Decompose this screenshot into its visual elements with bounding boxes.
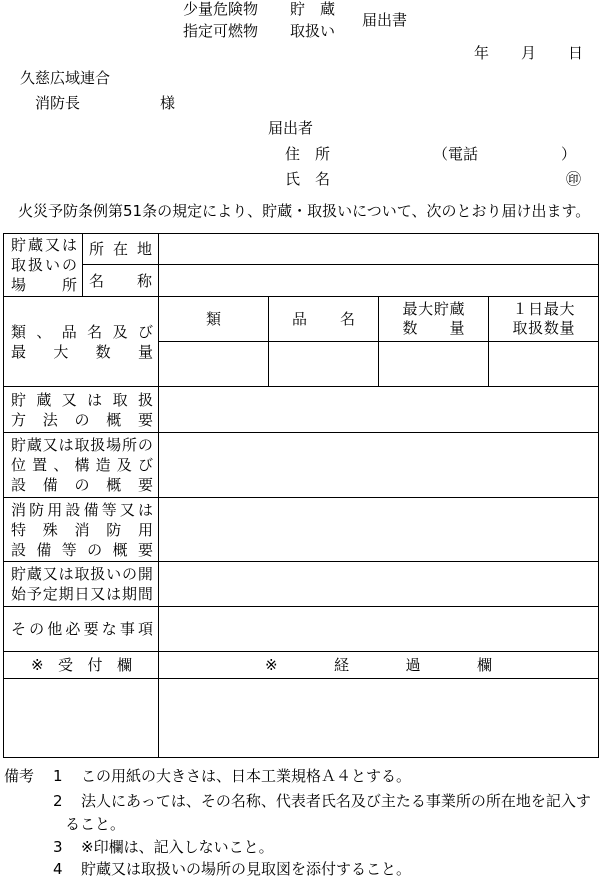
office-use-header-row xyxy=(4,652,599,679)
label-char: 開 xyxy=(137,565,153,583)
label-char: 又 xyxy=(119,500,135,519)
label-char: 概 xyxy=(112,540,128,559)
label-char: 又 xyxy=(90,585,106,603)
label-char: の xyxy=(87,540,103,559)
daily-max-value-cell xyxy=(489,342,599,387)
label-char: 地 xyxy=(136,240,152,258)
structure-label-line xyxy=(11,455,153,475)
label-char: は xyxy=(58,436,74,454)
label-char: び xyxy=(137,456,153,474)
fire-equipment-label-cell xyxy=(4,498,159,562)
label-char: 概 xyxy=(106,476,122,494)
label-char: は xyxy=(61,236,77,254)
label-char: の xyxy=(61,256,77,274)
location-value-cell xyxy=(159,234,599,265)
label-char: 設 xyxy=(65,500,81,519)
applicant-address-label: 住 所 xyxy=(285,145,331,163)
label-char: 最 xyxy=(11,342,27,361)
method-label-line xyxy=(11,410,153,430)
note-text: ※印欄は、記入しないこと。 xyxy=(81,838,274,856)
other-value-cell xyxy=(159,607,599,652)
place-label-line xyxy=(11,255,77,275)
applicant-phone-close: ） xyxy=(561,145,577,163)
place-name-row xyxy=(4,265,599,297)
location-label-cell xyxy=(83,234,159,265)
label-char: の xyxy=(122,565,138,583)
label-char: 類 xyxy=(11,322,27,341)
progress-blank-cell xyxy=(159,679,599,758)
label-char: 大 xyxy=(53,342,69,361)
label-char: な xyxy=(101,620,117,638)
label-char: 日 xyxy=(74,585,90,603)
label-char: 消 xyxy=(11,500,27,519)
label-char: 設 xyxy=(11,540,27,559)
structure-row xyxy=(4,433,599,498)
label-char: 蔵 xyxy=(449,300,465,318)
label-char: 最 xyxy=(402,300,418,318)
fire-equipment-label-line xyxy=(11,540,153,560)
label-char: 扱 xyxy=(27,256,43,274)
label-char: 事 xyxy=(119,620,135,638)
applicant-heading: 届出者 xyxy=(268,119,314,137)
note-number: 1 xyxy=(53,767,63,785)
label-char: 欄 xyxy=(116,656,132,674)
office-use-blank-row xyxy=(4,679,599,758)
label-char: の xyxy=(74,410,90,429)
label-char: 過 xyxy=(405,656,421,674)
label-char: い xyxy=(106,565,122,583)
structure-label-line xyxy=(11,435,153,455)
title-target-line-1: 少量危険物 xyxy=(183,0,259,18)
label-char: 要 xyxy=(137,540,153,559)
seal-mark: ㊞ xyxy=(566,170,582,188)
label-char: 貯 xyxy=(11,565,27,583)
label-char: 備 xyxy=(42,476,58,494)
label-char: 量 xyxy=(137,342,153,361)
label-char: 受 xyxy=(58,656,74,674)
label-char: 等 xyxy=(101,500,117,519)
label-char: 所 xyxy=(61,276,77,294)
label-char: 必 xyxy=(65,620,81,638)
quantities-header-row xyxy=(4,297,599,342)
addressee-organization: 久慈広域連合 xyxy=(20,69,111,87)
addressee-honorific: 様 xyxy=(160,94,176,112)
label-char: 名 xyxy=(89,271,105,290)
note-number: 2 xyxy=(53,792,63,810)
note-text: 法人にあっては、その名称、代表者氏名及び主たる事業所の所在地を記入す xyxy=(81,792,591,810)
column-header-daily-max xyxy=(489,297,599,342)
place-label-cell xyxy=(4,234,83,297)
name-value-cell xyxy=(159,265,599,297)
name-label-cell xyxy=(83,265,159,297)
statement-text: 火災予防条例第51条の規定により、貯蔵・取扱いについて、次のとおり届け出ます。 xyxy=(18,202,591,220)
label-char: 要 xyxy=(137,476,153,494)
other-label-line xyxy=(11,619,153,639)
label-char: 位 xyxy=(11,456,27,474)
column-header-max-storage-line xyxy=(403,300,465,319)
label-char: 品 xyxy=(61,322,77,341)
addressee-position: 消防長 xyxy=(35,94,81,112)
label-char: 用 xyxy=(137,520,153,539)
fire-equipment-row xyxy=(4,498,599,562)
label-char: 取 xyxy=(11,256,27,274)
method-value-cell xyxy=(159,387,599,433)
label-char: 及 xyxy=(116,456,132,474)
label-char: 日 xyxy=(528,300,544,318)
label-char: は xyxy=(58,565,74,583)
period-label-line xyxy=(11,584,153,604)
label-char: 貯 xyxy=(433,300,449,318)
applicant-phone-open: （電話 xyxy=(433,145,479,163)
label-char: 取 xyxy=(112,390,128,409)
other-row xyxy=(4,607,599,652)
label-char: 備 xyxy=(36,540,52,559)
fire-equipment-value-cell xyxy=(159,498,599,562)
reception-blank-cell xyxy=(4,679,159,758)
column-header-daily-max-line xyxy=(513,300,575,319)
label-char: 、 xyxy=(53,456,69,474)
label-char: 始 xyxy=(11,585,27,603)
title-action-line-1: 貯 蔵 xyxy=(290,0,336,18)
label-char: 貯 xyxy=(11,436,27,454)
label-char: 定 xyxy=(42,585,58,603)
title-target-line-2: 指定可燃物 xyxy=(183,22,259,40)
label-char: は xyxy=(106,585,122,603)
label-char: 、 xyxy=(36,322,52,341)
label-char: 間 xyxy=(137,585,153,603)
period-row xyxy=(4,562,599,607)
applicant-name-label: 氏 名 xyxy=(285,170,331,188)
label-char: 蔵 xyxy=(26,436,42,454)
label-char: 所 xyxy=(89,240,105,258)
label-char: の xyxy=(74,476,90,494)
label-char: 場 xyxy=(106,436,122,454)
title-action-line-2: 取扱い xyxy=(290,22,336,40)
date-year-label: 年 xyxy=(474,44,490,62)
structure-label-cell xyxy=(4,433,159,498)
method-label-cell xyxy=(4,387,159,433)
label-char: 品 xyxy=(292,309,308,328)
label-char: 蔵 xyxy=(27,236,43,254)
class-value-cell xyxy=(159,342,269,387)
label-char: 名 xyxy=(87,322,103,341)
period-label-line xyxy=(11,564,153,584)
period-value-cell xyxy=(159,562,599,607)
label-char: 所 xyxy=(122,436,138,454)
label-char: 又 xyxy=(42,565,58,583)
max-storage-value-cell xyxy=(379,342,489,387)
form-table xyxy=(3,233,599,758)
label-char: 量 xyxy=(449,319,465,337)
label-char: 方 xyxy=(11,410,27,429)
label-char: 名 xyxy=(339,309,355,328)
label-char: １ xyxy=(512,300,528,318)
label-char: 大 xyxy=(418,300,434,318)
date-month-label: 月 xyxy=(521,44,537,62)
label-char: 他 xyxy=(47,620,63,638)
label-char: 蔵 xyxy=(26,565,42,583)
quantities-label-line xyxy=(11,322,153,342)
fire-equipment-label-line xyxy=(11,500,153,520)
label-char: 欄 xyxy=(476,656,492,674)
label-char: 期 xyxy=(58,585,74,603)
column-header-item-name xyxy=(269,297,379,342)
label-char: 又 xyxy=(42,436,58,454)
column-header-max-storage xyxy=(379,297,489,342)
label-char: 法 xyxy=(42,410,58,429)
label-char: 取 xyxy=(74,565,90,583)
label-char: 及 xyxy=(112,322,128,341)
reception-label xyxy=(31,655,132,675)
label-char: び xyxy=(137,322,153,341)
place-label-line xyxy=(11,275,77,295)
notes-heading: 備考 xyxy=(4,767,35,785)
name-label xyxy=(89,271,152,291)
place-location-row xyxy=(4,234,599,265)
label-char: 最 xyxy=(543,300,559,318)
label-char: 扱 xyxy=(528,319,544,337)
structure-value-cell xyxy=(159,433,599,498)
fire-equipment-label-line xyxy=(11,520,153,540)
label-char: 項 xyxy=(137,620,153,638)
label-char: は xyxy=(137,500,153,519)
label-char: 備 xyxy=(83,500,99,519)
label-char: 称 xyxy=(136,271,152,290)
column-header-item-name-text xyxy=(292,310,355,329)
method-row xyxy=(4,387,599,433)
label-char: 防 xyxy=(106,520,122,539)
structure-label-line xyxy=(11,475,153,495)
label-char: 置 xyxy=(32,456,48,474)
label-char: 経 xyxy=(334,656,350,674)
label-char: ※ xyxy=(31,656,44,674)
label-char: 造 xyxy=(95,456,111,474)
label-char: 蔵 xyxy=(36,390,52,409)
label-char: 又 xyxy=(61,390,77,409)
label-char: 消 xyxy=(74,520,90,539)
label-char: の xyxy=(137,436,153,454)
label-char: 期 xyxy=(122,585,138,603)
note-number: 4 xyxy=(53,860,63,878)
label-char: 特 xyxy=(11,520,27,539)
place-label-line xyxy=(11,235,77,255)
label-char: 扱 xyxy=(137,390,153,409)
note-number: 3 xyxy=(53,838,63,856)
label-char: 数 xyxy=(543,319,559,337)
label-char: 等 xyxy=(61,540,77,559)
label-char: 用 xyxy=(47,500,63,519)
label-char: の xyxy=(29,620,45,638)
label-char: 数 xyxy=(95,342,111,361)
note-text-continuation: ること。 xyxy=(65,815,126,833)
label-char: 量 xyxy=(559,319,575,337)
label-char: 要 xyxy=(137,410,153,429)
label-char: 場 xyxy=(11,276,27,294)
column-header-class-text: 類 xyxy=(205,309,221,328)
quantities-label-line xyxy=(11,342,153,362)
label-char: 貯 xyxy=(11,390,27,409)
date-day-label: 日 xyxy=(568,44,584,62)
label-char: 防 xyxy=(29,500,45,519)
label-char: 又 xyxy=(44,236,60,254)
column-header-max-storage-line xyxy=(403,319,465,338)
note-text: この用紙の大きさは、日本工業規格Ａ４とする。 xyxy=(81,767,412,785)
item-name-value-cell xyxy=(269,342,379,387)
label-char: そ xyxy=(11,620,27,638)
label-char: 殊 xyxy=(42,520,58,539)
label-char: 数 xyxy=(402,319,418,337)
label-char: 予 xyxy=(26,585,42,603)
label-char: ※ xyxy=(265,656,278,674)
label-char: は xyxy=(87,390,103,409)
location-label xyxy=(89,239,152,259)
label-char: 在 xyxy=(112,240,128,258)
column-header-daily-max-line xyxy=(513,319,575,338)
label-char: 付 xyxy=(87,656,103,674)
label-char: い xyxy=(44,256,60,274)
label-char: 構 xyxy=(74,456,90,474)
method-label-line xyxy=(11,390,153,410)
title-suffix: 届出書 xyxy=(362,11,408,29)
other-label-cell xyxy=(4,607,159,652)
period-label-cell xyxy=(4,562,159,607)
note-text: 貯蔵又は取扱いの場所の見取図を添付すること。 xyxy=(81,860,412,878)
label-char: 要 xyxy=(83,620,99,638)
label-char: 大 xyxy=(559,300,575,318)
column-header-class xyxy=(159,297,269,342)
label-char: 取 xyxy=(512,319,528,337)
quantities-label-cell xyxy=(4,297,159,387)
progress-label xyxy=(265,655,492,675)
label-char: 扱 xyxy=(90,565,106,583)
label-char: 設 xyxy=(11,476,27,494)
label-char: 概 xyxy=(106,410,122,429)
label-char: 貯 xyxy=(11,236,27,254)
reception-label-cell xyxy=(4,652,159,679)
label-char: 取 xyxy=(74,436,90,454)
label-char: 扱 xyxy=(90,436,106,454)
progress-label-cell xyxy=(159,652,599,679)
